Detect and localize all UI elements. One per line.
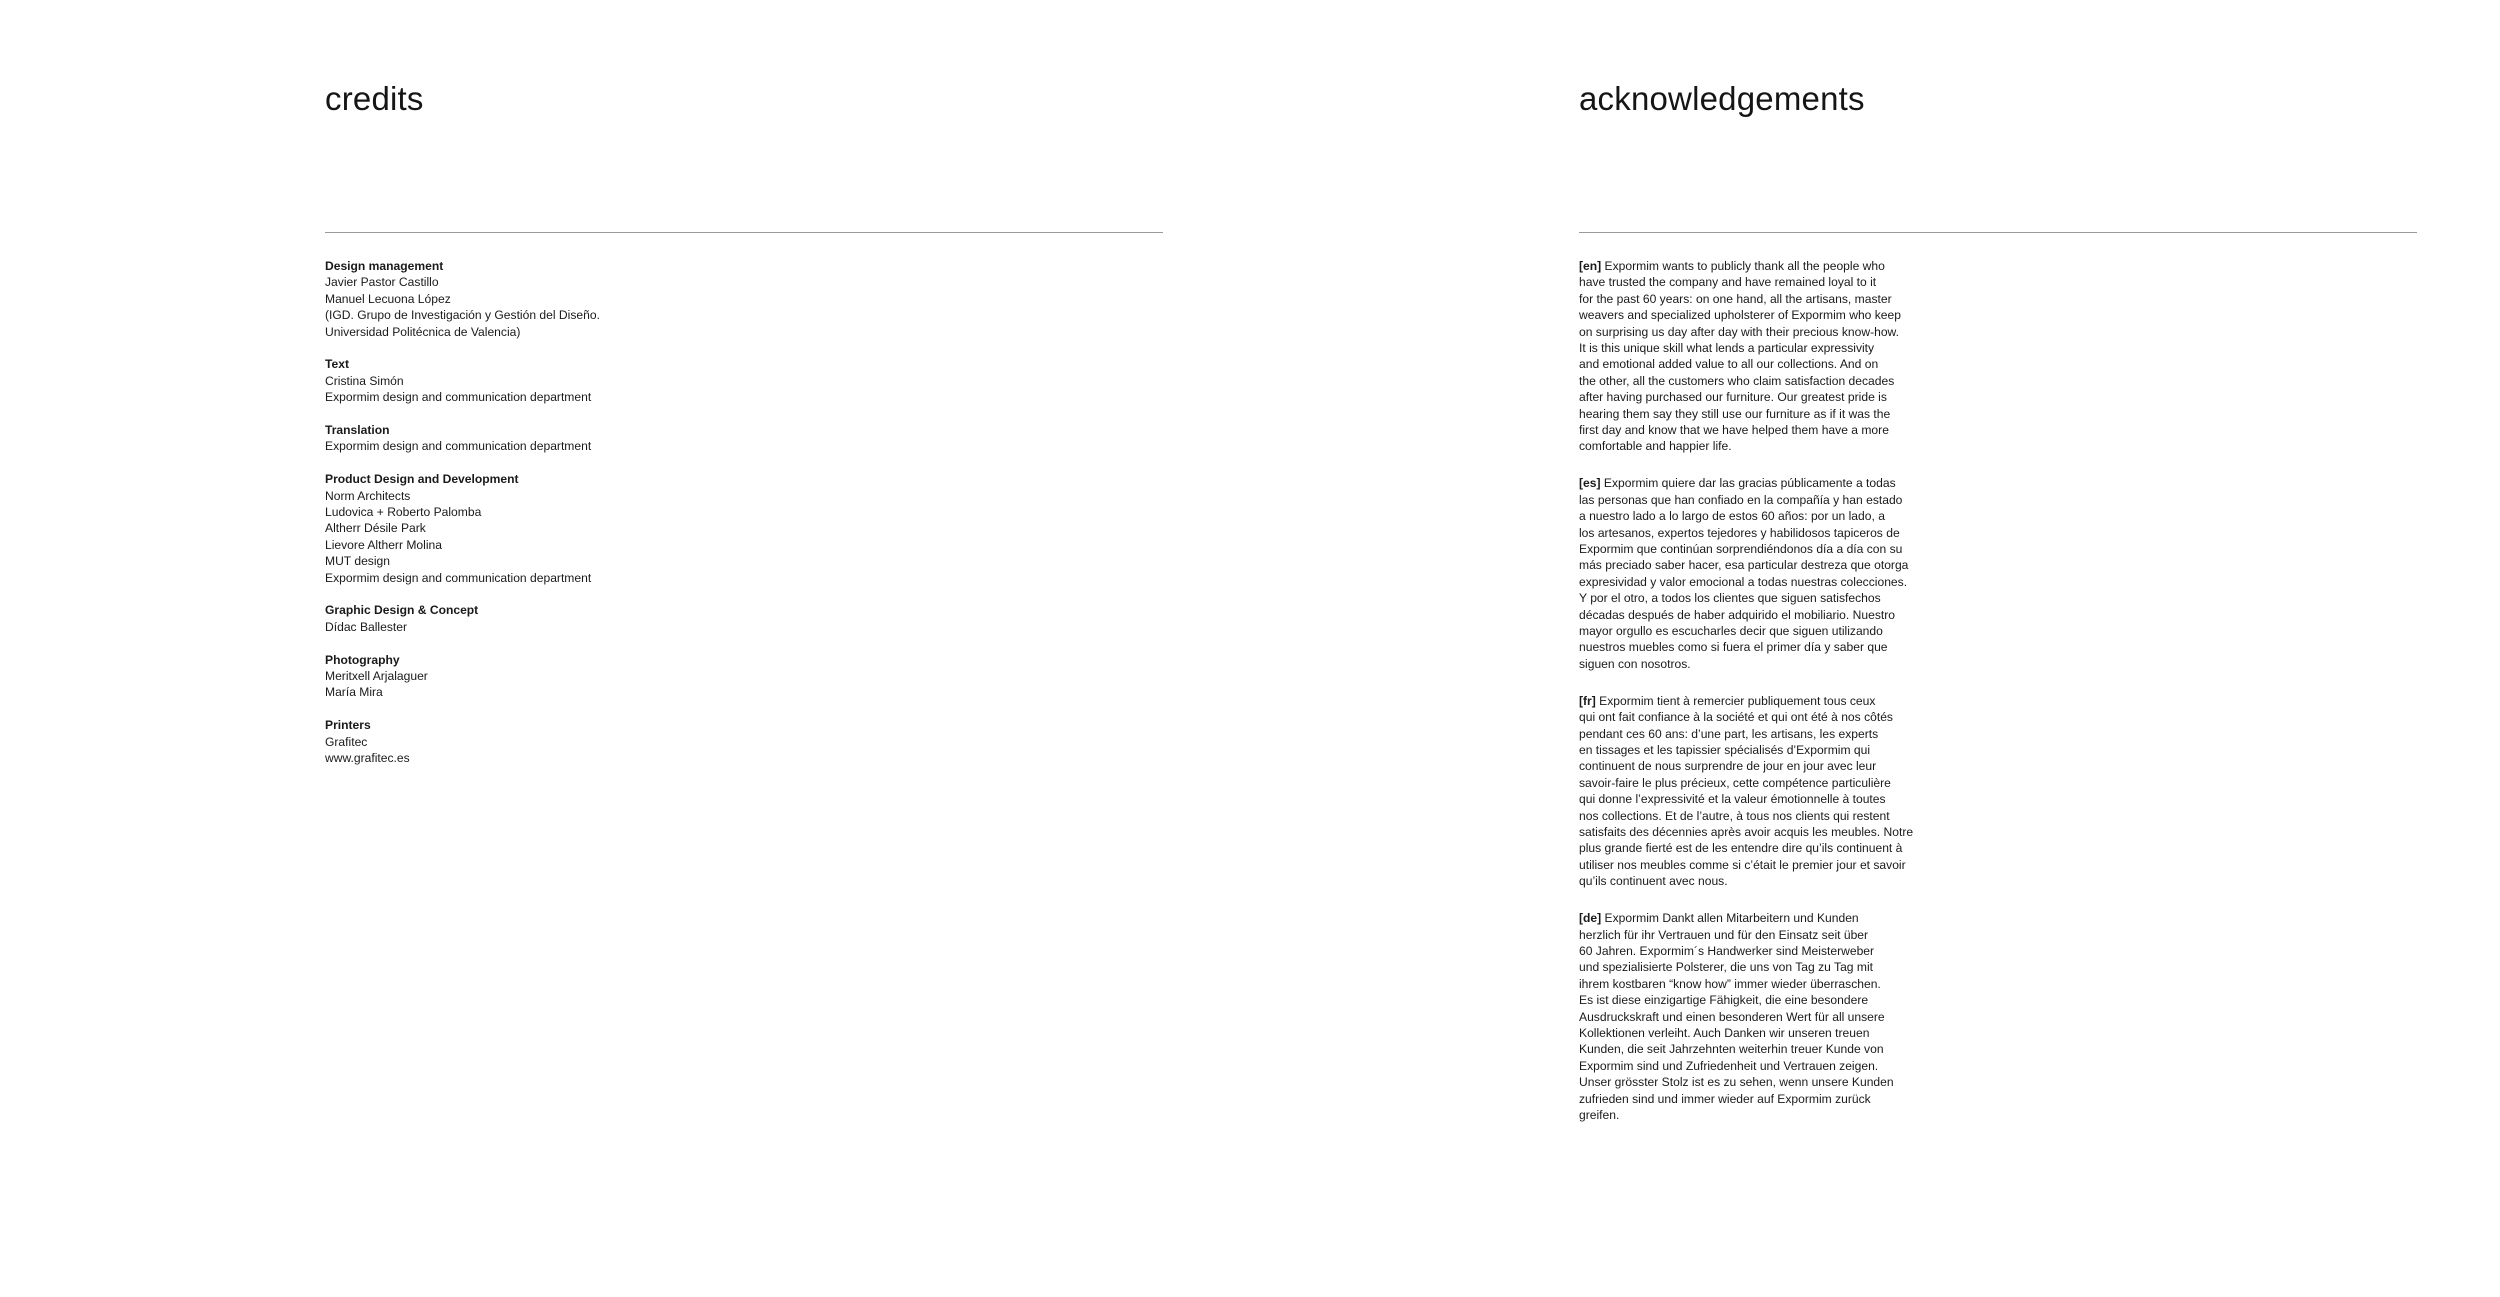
credit-line: Grafitec bbox=[325, 734, 368, 749]
ack-line: for the past 60 years: on one hand, all the artisans, master bbox=[1579, 291, 1892, 306]
ack-line: It is this unique skill what lends a particular expressivity bbox=[1579, 341, 1875, 356]
acknowledgements-divider bbox=[1579, 232, 2417, 233]
ack-line bbox=[1579, 693, 2419, 709]
credits-title: credits bbox=[325, 80, 424, 117]
credit-line: MUT design bbox=[325, 554, 390, 569]
ack-line: qui donne l’expressivité et la valeur émotionnelle à toutes bbox=[1579, 792, 1886, 807]
credit-section-translation bbox=[325, 422, 1165, 455]
ack-line-text: Expormim Dankt allen Mitarbeitern und Kunden bbox=[1604, 911, 1859, 926]
lang-tag-en: [en] bbox=[1579, 259, 1602, 273]
credit-section-photography bbox=[325, 652, 1165, 701]
ack-line: the other, all the customers who claim satisfaction decades bbox=[1579, 373, 1895, 388]
ack-line: mayor orgullo es escucharles decir que siguen utilizando bbox=[1579, 624, 1883, 639]
credits-divider bbox=[325, 232, 1163, 233]
ack-line-text: Expormim quiere dar las gracias públicamente a todas bbox=[1603, 476, 1896, 491]
ack-line: plus grande fierté est de les entendre dire qu’ils continuent à bbox=[1579, 841, 1903, 856]
ack-line bbox=[1579, 475, 2419, 491]
ack-line: ihrem kostbaren “know how” immer wieder überraschen. bbox=[1579, 976, 1881, 991]
ack-line: hearing them say they still use our furniture as if it was the bbox=[1579, 406, 1891, 421]
ack-line: Es ist diese einzigartige Fähigkeit, die eine besondere bbox=[1579, 993, 1869, 1008]
ack-line: a nuestro lado a lo largo de estos 60 años: por un lado, a bbox=[1579, 509, 1885, 524]
ack-line: en tissages et les tapissier spécialisés d’Expormim qui bbox=[1579, 742, 1871, 757]
ack-block-fr bbox=[1579, 693, 2419, 890]
ack-line: qui ont fait confiance à la société et qui ont été à nos côtés bbox=[1579, 710, 1893, 725]
ack-line: 60 Jahren. Expormim´s Handwerker sind Meisterweber bbox=[1579, 943, 1875, 958]
credit-line: www.grafitec.es bbox=[325, 751, 410, 766]
ack-line: expresividad y valor emocional a todas nuestras colecciones. bbox=[1579, 574, 1908, 589]
ack-line: los artesanos, expertos tejedores y habilidosos tapiceros de bbox=[1579, 525, 1900, 540]
ack-line: weavers and specialized upholsterer of Expormim who keep bbox=[1579, 308, 1901, 323]
credit-line: Expormim design and communication department bbox=[325, 390, 592, 405]
ack-line: siguen con nosotros. bbox=[1579, 656, 1691, 671]
ack-line: comfortable and happier life. bbox=[1579, 439, 1732, 454]
credit-heading: Printers bbox=[325, 718, 371, 733]
ack-line: Unser grösster Stolz ist es zu sehen, wenn unsere Kunden bbox=[1579, 1075, 1894, 1090]
ack-block-de bbox=[1579, 910, 2419, 1123]
ack-line: más preciado saber hacer, esa particular destreza que otorga bbox=[1579, 558, 1909, 573]
ack-line: first day and know that we have helped them have a more bbox=[1579, 423, 1889, 438]
credit-section-graphic-design bbox=[325, 602, 1165, 635]
credit-heading: Product Design and Development bbox=[325, 472, 519, 487]
ack-line-text: Expormim wants to publicly thank all the people who bbox=[1604, 259, 1885, 273]
ack-line: after having purchased our furniture. Our greatest pride is bbox=[1579, 390, 1887, 405]
credits-list bbox=[325, 258, 1165, 783]
ack-line: satisfaits des décennies après avoir acquis les meubles. Notre bbox=[1579, 825, 1914, 839]
acknowledgements-title: acknowledgements bbox=[1579, 80, 1865, 117]
ack-line: Expormim que continúan sorprendiéndonos día a día con su bbox=[1579, 542, 1903, 556]
credit-line: Norm Architects bbox=[325, 488, 411, 503]
credit-line: Manuel Lecuona López bbox=[325, 291, 451, 306]
credit-line: Lievore Altherr Molina bbox=[325, 537, 442, 552]
ack-line: las personas que han confiado en la compañía y han estado bbox=[1579, 492, 1903, 507]
lang-tag-fr: [fr] bbox=[1579, 693, 1596, 708]
ack-line: herzlich für ihr Vertrauen und für den Einsatz seit über bbox=[1579, 927, 1869, 942]
credit-line: María Mira bbox=[325, 685, 383, 700]
ack-line: on surprising us day after day with their precious know-how. bbox=[1579, 324, 1899, 339]
lang-tag-de: [de] bbox=[1579, 911, 1602, 926]
credit-section-product-design bbox=[325, 471, 1165, 586]
ack-line: nos collections. Et de l’autre, à tous nos clients qui restent bbox=[1579, 808, 1890, 823]
credit-heading: Translation bbox=[325, 423, 390, 438]
ack-line: have trusted the company and have remained loyal to it bbox=[1579, 275, 1877, 290]
credit-section-printers bbox=[325, 717, 1165, 766]
ack-line: greifen. bbox=[1579, 1108, 1620, 1122]
credit-line: Universidad Politécnica de Valencia) bbox=[325, 324, 521, 339]
credit-line: Meritxell Arjalaguer bbox=[325, 669, 428, 684]
credit-line: Expormim design and communication department bbox=[325, 570, 592, 585]
ack-line: Kunden, die seit Jahrzehnten weiterhin treuer Kunde von bbox=[1579, 1042, 1884, 1057]
ack-line: pendant ces 60 ans: d’une part, les artisans, les experts bbox=[1579, 726, 1879, 741]
credit-line: Javier Pastor Castillo bbox=[325, 275, 439, 290]
ack-block-es bbox=[1579, 475, 2419, 672]
credit-line: Cristina Simón bbox=[325, 373, 404, 388]
credit-section-design-management bbox=[325, 258, 1165, 340]
credit-line: Dídac Ballester bbox=[325, 619, 408, 634]
credit-line: Ludovica + Roberto Palomba bbox=[325, 505, 482, 520]
ack-line: and emotional added value to all our collections. And on bbox=[1579, 357, 1879, 372]
ack-line: utiliser nos meubles comme si c’était le premier jour et savoir bbox=[1579, 857, 1906, 872]
credit-section-text bbox=[325, 356, 1165, 405]
credit-heading: Graphic Design & Concept bbox=[325, 603, 479, 618]
ack-line: qu’ils continuent avec nous. bbox=[1579, 874, 1728, 889]
ack-line: nuestros muebles como si fuera el primer día y saber que bbox=[1579, 640, 1888, 655]
credit-heading: Design management bbox=[325, 259, 444, 273]
ack-line bbox=[1579, 910, 2419, 926]
credit-line: (IGD. Grupo de Investigación y Gestión del Diseño. bbox=[325, 308, 600, 323]
ack-line: savoir-faire le plus précieux, cette compétence particulière bbox=[1579, 775, 1891, 790]
ack-line: continuent de nous surprendre de jour en jour avec leur bbox=[1579, 759, 1877, 774]
ack-line: Ausdruckskraft und einen besonderen Wert für all unsere bbox=[1579, 1009, 1885, 1024]
lang-tag-es: [es] bbox=[1579, 476, 1601, 491]
ack-line: zufrieden sind und immer wieder auf Expormim zurück bbox=[1579, 1091, 1871, 1106]
credit-heading: Text bbox=[325, 357, 349, 372]
ack-line: und spezialisierte Polsterer, die uns von Tag zu Tag mit bbox=[1579, 960, 1873, 975]
ack-block-en bbox=[1579, 258, 2419, 455]
ack-line: Y por el otro, a todos los clientes que siguen satisfechos bbox=[1579, 591, 1881, 606]
ack-line: Expormim sind und Zufriedenheit und Vertrauen zeigen. bbox=[1579, 1058, 1879, 1073]
acknowledgements-text bbox=[1579, 258, 2419, 1144]
credit-line: Altherr Désile Park bbox=[325, 521, 426, 536]
credit-heading: Photography bbox=[325, 652, 400, 667]
ack-line: Kollektionen verleiht. Auch Danken wir unseren treuen bbox=[1579, 1025, 1870, 1040]
ack-line bbox=[1579, 258, 2419, 274]
credit-line: Expormim design and communication department bbox=[325, 439, 592, 454]
ack-line: décadas después de haber adquirido el mobiliario. Nuestro bbox=[1579, 607, 1895, 622]
ack-line-text: Expormim tient à remercier publiquement tous ceux bbox=[1599, 693, 1876, 708]
